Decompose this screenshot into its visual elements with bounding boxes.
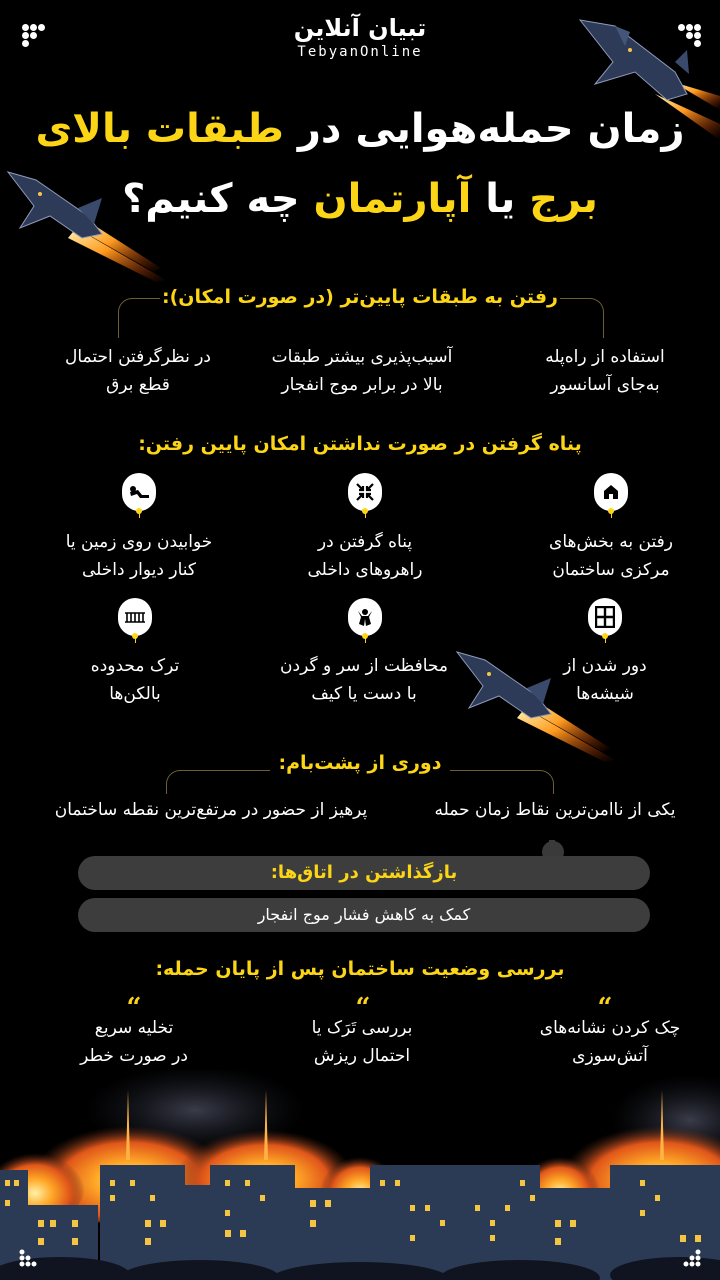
title-line-1: زمان حمله‌هوایی در طبقات بالای [35, 106, 685, 152]
page-title [0, 100, 720, 228]
quote-icon: “ [355, 993, 371, 1023]
quote-icon: “ [597, 993, 613, 1023]
section2-item: محافظت از سر و گردن با دست یا کیف [280, 656, 448, 704]
section1-item: استفاده از راه‌پله به‌جای آسانسور [545, 347, 665, 395]
house-icon [594, 473, 628, 511]
section2-item: ترک محدوده بالکن‌ها [90, 656, 180, 704]
section1-item: آسیب‌پذیری بیشتر طبقات بالا در برابر موج انفجار [271, 347, 453, 395]
section2-item: خوابیدن روی زمین یا کنار دیوار داخلی [65, 532, 213, 580]
icon-pin [136, 508, 142, 514]
section5-item: بررسی تَرَک یا احتمال ریزش [311, 1018, 413, 1066]
section2-item: دور شدن از شیشه‌ها [563, 656, 647, 704]
section1-heading: رفتن به طبقات پایین‌تر (در صورت امکان): [162, 286, 558, 308]
section3-item: یکی از ناامن‌ترین نقاط زمان حمله [434, 800, 676, 820]
window-icon [588, 598, 622, 636]
section5-heading: بررسی وضعیت ساختمان پس از پایان حمله: [155, 958, 565, 980]
section1-item: در نظرگرفتن احتمال قطع برق [64, 347, 212, 395]
section3-item: پرهیز از حضور در مرتفع‌ترین نقطه ساختمان [54, 800, 368, 820]
icon-pin [608, 508, 614, 514]
head-protection-icon [348, 598, 382, 636]
section4-text-pill: کمک به کاهش فشار موج انفجار [78, 898, 650, 932]
section2-heading: پناه گرفتن در صورت نداشتن امکان پایین رفتن: [138, 433, 582, 455]
quote-icon: “ [126, 993, 142, 1023]
icon-pin [132, 633, 138, 639]
title-line-2: برج یا آپارتمان چه کنیم؟ [122, 176, 598, 222]
icon-pin [602, 633, 608, 639]
icon-pin [362, 508, 368, 514]
brand-name-en: TebyanOnline [297, 44, 423, 60]
section2-item: پناه گرفتن در راهروهای داخلی [307, 532, 423, 580]
burning-city-illustration [0, 1070, 720, 1280]
brand-name-fa: تبیان آنلاین [293, 14, 427, 42]
section4-heading-pill: بازگذاشتن در اتاق‌ها: [78, 856, 650, 890]
balcony-railing-icon [118, 598, 152, 636]
section2-item: رفتن به بخش‌های مرکزی ساختمان [549, 532, 673, 580]
arrows-inward-icon [348, 473, 382, 511]
section3-heading: دوری از پشت‌بام: [278, 752, 442, 774]
icon-pin [362, 633, 368, 639]
section5-item: تخلیه سریع در صورت خطر [80, 1018, 188, 1066]
section5-item: چک کردن نشانه‌های آتش‌سوزی [539, 1018, 681, 1066]
lying-person-icon [122, 473, 156, 511]
